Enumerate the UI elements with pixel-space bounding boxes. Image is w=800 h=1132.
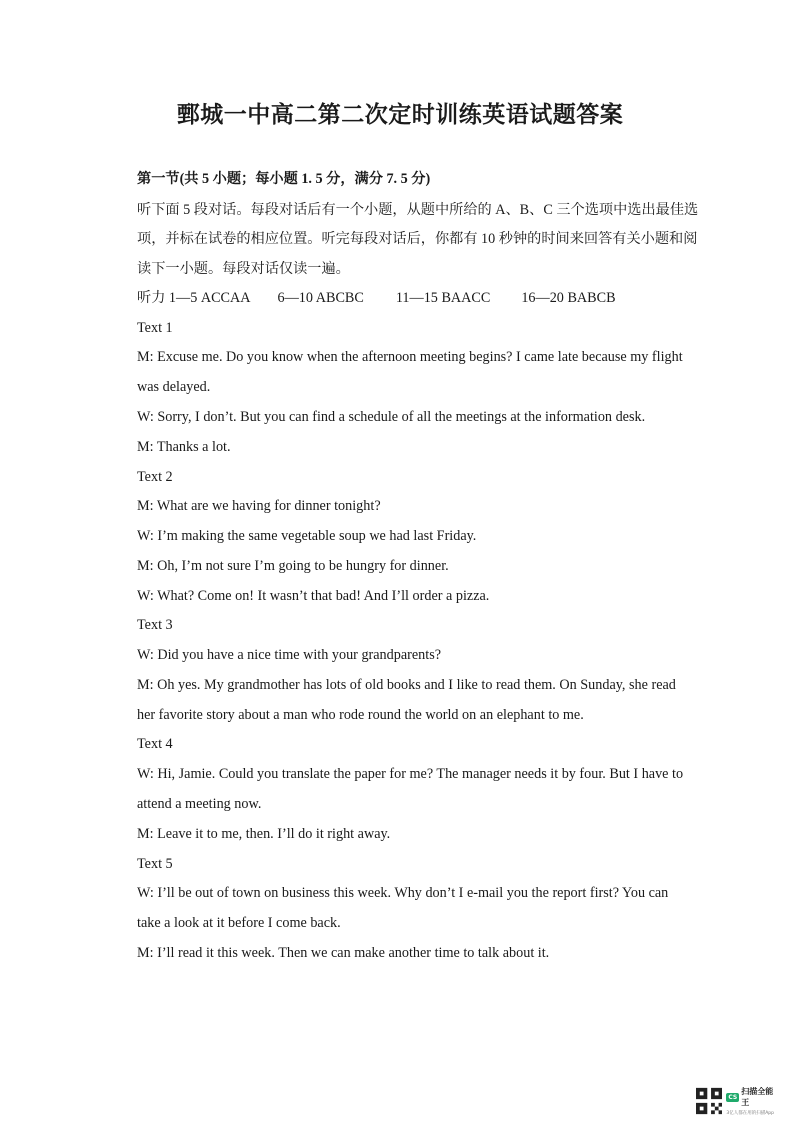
answer-key: [137, 289, 672, 307]
transcript-line: M: Thanks a lot.: [137, 439, 231, 455]
transcript-line: M: I’ll read it this week. Then we can make another time to talk about it.: [137, 945, 550, 961]
document-title: 鄄城一中高二第二次定时训练英语试题答案: [176, 102, 624, 127]
answer-group-2: 6—10 ABCBC: [277, 290, 364, 306]
transcript-line: M: Excuse me. Do you know when the afternoon meeting begins? I came late because my flight: [137, 349, 683, 365]
text3-heading: Text 3: [137, 617, 173, 633]
scanner-watermark: [696, 1086, 778, 1116]
answer-group-4: 16—20 BABCB: [521, 290, 616, 306]
section-header: 第一节(共 5 小题；每小题 1. 5 分，满分 7. 5 分): [137, 171, 431, 187]
transcript-line: was delayed.: [137, 379, 211, 395]
transcript-line: attend a meeting now.: [137, 796, 262, 812]
transcript-line: W: Did you have a nice time with your grandparents?: [137, 647, 442, 663]
text2-heading: Text 2: [137, 469, 173, 485]
transcript-line: her favorite story about a man who rode round the world on an elephant to me.: [137, 707, 584, 723]
answer-group-3: 11—15 BAACC: [395, 290, 491, 306]
instruction-line-3: 读下一小题。每段对话仅读一遍。: [137, 261, 350, 277]
transcript-line: W: Sorry, I don’t. But you can find a schedule of all the meetings at the information desk.: [137, 409, 646, 425]
instruction-line-1: 听下面 5 段对话。每段对话后有一个小题，从题中所给的 A、B、C 三个选项中选出最佳选: [137, 202, 699, 218]
transcript-line: W: Hi, Jamie. Could you translate the paper for me? The manager needs it by four. But I have to: [137, 766, 684, 782]
transcript-line: M: Leave it to me, then. I’ll do it right away.: [137, 826, 391, 842]
answer-group-1: 听力 1—5 ACCAA: [137, 290, 251, 306]
transcript-line: M: Oh yes. My grandmother has lots of old books and I like to read them. On Sunday, she read: [137, 677, 676, 693]
transcript-line: take a look at it before I come back.: [137, 915, 341, 931]
camscanner-logo-icon: CS: [728, 1093, 738, 1101]
text4-heading: Text 4: [137, 736, 173, 752]
scanner-subtitle: 3亿人都在用的扫描App: [726, 1111, 775, 1116]
transcript-line: M: Oh, I’m not sure I’m going to be hungry for dinner.: [137, 558, 449, 574]
transcript-line: W: I’ll be out of town on business this week. Why don’t I e-mail you the report first? You can: [137, 885, 669, 901]
transcript-line: M: What are we having for dinner tonight?: [137, 498, 381, 514]
text1-heading: Text 1: [137, 320, 173, 336]
transcript-line: W: What? Come on! It wasn’t that bad! And I’ll order a pizza.: [137, 588, 490, 604]
instruction-line-2: 项，并标在试卷的相应位置。听完每段对话后，你都有 10 秒钟的时间来回答有关小题和阅: [137, 231, 698, 247]
transcript-line: W: I’m making the same vegetable soup we had last Friday.: [137, 528, 477, 544]
scanner-brand: 扫描全能王: [741, 1087, 774, 1107]
text5-heading: Text 5: [137, 856, 173, 872]
qr-code-icon: [696, 1087, 722, 1115]
